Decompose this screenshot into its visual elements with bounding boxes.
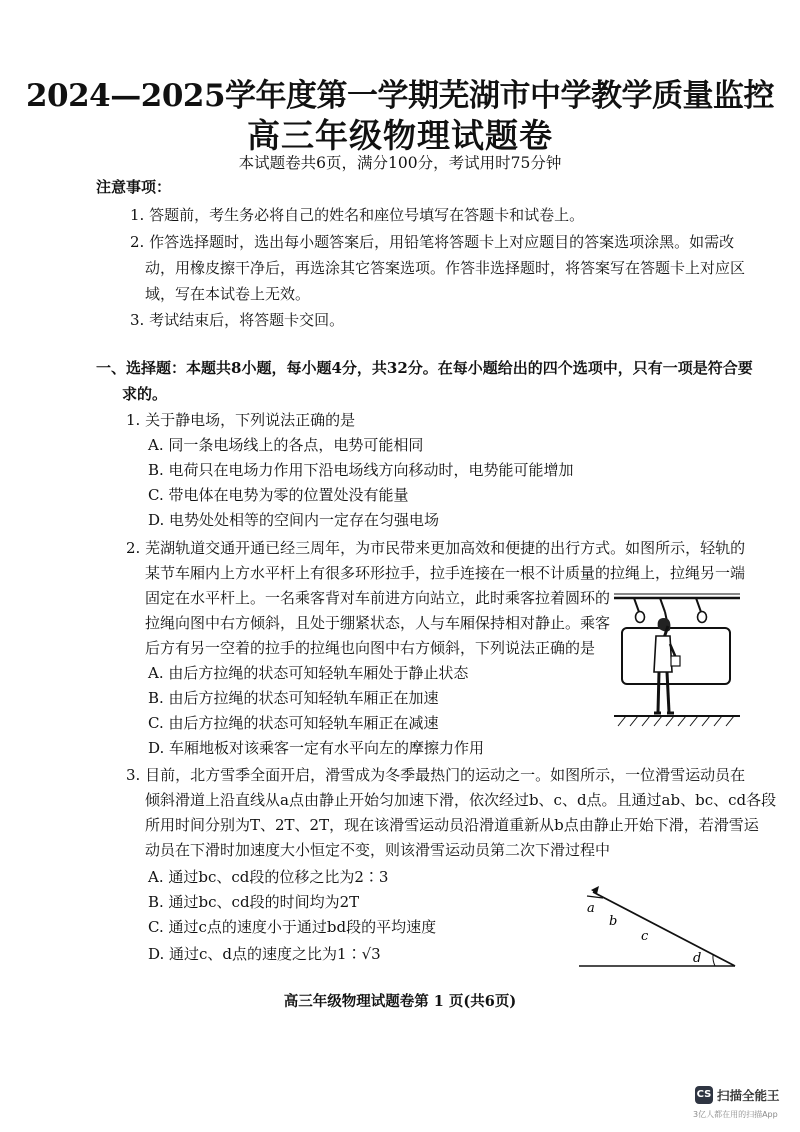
q1-option-d: D. 电势处处相等的空间内一定存在匀强电场 bbox=[148, 511, 440, 529]
q3-option-c: C. 通过c点的速度小于通过bd段的平均速度 bbox=[148, 918, 437, 936]
q2-option-a: A. 由后方拉绳的状态可知轻轨车厢处于静止状态 bbox=[148, 664, 469, 682]
q3-option-b: B. 通过bc、cd段的时间均为2T bbox=[148, 893, 360, 911]
q1-stem: 1. 关于静电场，下列说法正确的是 bbox=[126, 411, 356, 429]
q2-stem-line: 后方有另一空着的拉手的拉绳也向图中右方倾斜，下列说法正确的是 bbox=[145, 639, 596, 657]
q1-option-a: A. 同一条电场线上的各点，电势可能相同 bbox=[148, 436, 424, 454]
point-d-label: d bbox=[693, 951, 702, 966]
notes-heading: 注意事项： bbox=[96, 178, 172, 196]
note-line: 3. 考试结束后，将答题卡交回。 bbox=[130, 311, 345, 329]
q2-option-d: D. 车厢地板对该乘客一定有水平向左的摩擦力作用 bbox=[148, 739, 485, 757]
q1-option-c: C. 带电体在电势为零的位置处没有能量 bbox=[148, 486, 409, 504]
point-b-label: b bbox=[609, 914, 618, 929]
q2-stem-line: 固定在水平杆上。一名乘客背对车前进方向站立，此时乘客拉着圆环的 bbox=[145, 589, 611, 607]
point-a-label: a bbox=[587, 901, 595, 916]
q2-stem-line: 拉绳向图中右方倾斜，且处于绷紧状态，人与车厢保持相对静止。乘客 bbox=[145, 614, 611, 632]
section-heading-cont: 求的。 bbox=[122, 385, 168, 403]
note-line: 2. 作答选择题时，选出每小题答案后，用铅笔将答题卡上对应题目的答案选项涂黑。如需改 bbox=[130, 233, 735, 251]
note-line: 域，写在本试卷上无效。 bbox=[145, 285, 311, 303]
section-heading: 一、选择题：本题共8小题，每小题4分，共32分。在每小题给出的四个选项中，只有一项是符合要 bbox=[96, 359, 753, 377]
note-line: 1. 答题前，考生务必将自己的姓名和座位号填写在答题卡和试卷上。 bbox=[130, 206, 585, 224]
q2-option-c: C. 由后方拉绳的状态可知轻轨车厢正在减速 bbox=[148, 714, 439, 732]
q3-stem-line: 3. 目前，北方雪季全面开启，滑雪成为冬季最热门的运动之一。如图所示，一位滑雪运动员在 bbox=[126, 766, 746, 784]
exam-title-line2: 高三年级物理试题卷 bbox=[247, 116, 553, 155]
camscanner-logo-icon: CS bbox=[695, 1086, 713, 1104]
q2-option-b: B. 由后方拉绳的状态可知轻轨车厢正在加速 bbox=[148, 689, 439, 707]
q3-stem-line: 倾斜滑道上沿直线从a点由静止开始匀加速下滑，依次经过b、c、d点。且通过ab、bc、cd各段 bbox=[145, 791, 777, 809]
q2-stem-line: 某节车厢内上方水平杆上有很多环形拉手，拉手连接在一根不计质量的拉绳上，拉绳另一端 bbox=[145, 564, 746, 582]
train-passenger-figure bbox=[612, 588, 742, 728]
q2-stem-line: 2. 芜湖轨道交通开通已经三周年，为市民带来更加高效和便捷的出行方式。如图所示，轻轨的 bbox=[126, 539, 746, 557]
note-line: 动，用橡皮擦干净后，再选涂其它答案选项。作答非选择题时，将答案写在答题卡上对应区 bbox=[145, 259, 746, 277]
watermark-brand: 扫描全能王 bbox=[717, 1088, 780, 1103]
exam-subtitle: 本试题卷共6页，满分100分，考试用时75分钟 bbox=[238, 154, 562, 172]
q3-option-d: D. 通过c、d点的速度之比为1∶√3 bbox=[148, 945, 381, 963]
q3-stem-line: 动员在下滑时加速度大小恒定不变，则该滑雪运动员第二次下滑过程中 bbox=[145, 841, 611, 859]
ski-slope-figure bbox=[575, 878, 740, 970]
q1-option-b: B. 电荷只在电场力作用下沿电场线方向移动时，电势能可能增加 bbox=[148, 461, 574, 479]
q3-option-a: A. 通过bc、cd段的位移之比为2∶3 bbox=[148, 868, 389, 886]
q3-stem-line: 所用时间分别为T、2T、2T，现在该滑雪运动员沿滑道重新从b点由静止开始下滑，若滑雪运 bbox=[145, 816, 759, 834]
exam-title-line1: 2024—2025学年度第一学期芜湖市中学教学质量监控 bbox=[25, 78, 775, 114]
watermark-tagline: 3亿人都在用的扫描App bbox=[693, 1110, 778, 1119]
point-c-label: c bbox=[641, 929, 649, 944]
page-footer: 高三年级物理试题卷第 1 页(共6页) bbox=[283, 993, 517, 1010]
